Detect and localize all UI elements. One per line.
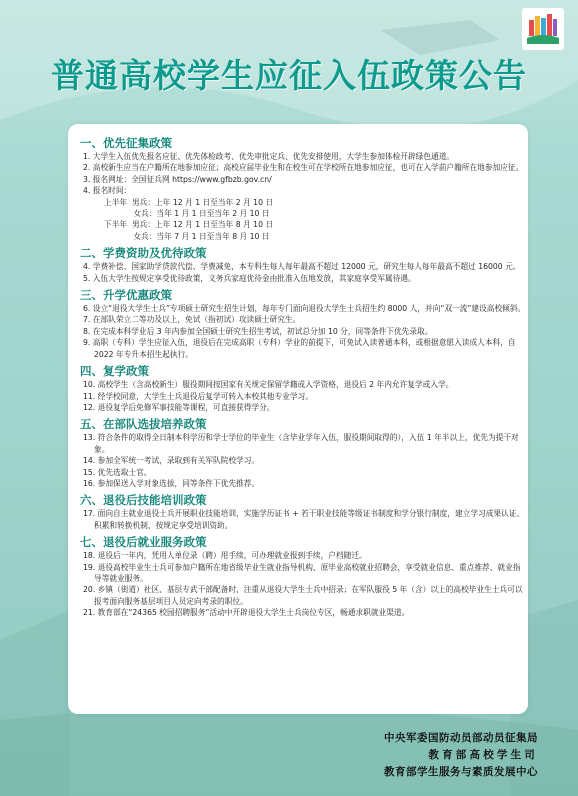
policy-item: 16. 参加保送入学对象选拔，同等条件下优先推荐。 xyxy=(83,478,260,488)
policy-item: 11. 经学校同意，大学生士兵退役后复学可转入本校其他专业学习。 xyxy=(83,391,313,401)
policy-item: 18. 退役后一年内，凭用人单位录（聘）用手续，可办理就业报到手续，户档随迁。 xyxy=(83,551,367,561)
policy-content xyxy=(80,134,526,619)
policy-item: 8. 在完成本科学业后 3 年内参加全国硕士研究生招生考试，初试总分加 10 分，同等条件下优先录取。 xyxy=(83,326,433,336)
policy-item: 21. 教育部在“24365 校园招聘服务”活动中开辟退役大学生士兵岗位专区，畅通求职就业渠道。 xyxy=(83,608,410,618)
section-heading: 三、升学优惠政策 xyxy=(80,288,172,303)
policy-item: 17. 面向自主就业退役士兵开展职业技能培训，实施学历证书 + 若干职业技能等级证书制度和学分银行制度，建立学习成果认证、积累和转换机制，按规定享受培训资助。 xyxy=(83,509,525,530)
policy-item: 5. 入伍大学生按规定享受优待政策，义务兵家庭优待金由批准入伍地发放，其家庭享受军属待遇。 xyxy=(83,273,416,283)
policy-item: 14. 参加全军统一考试，录取到有关军队院校学习。 xyxy=(83,456,260,466)
issuer-line: 中央军委国防动员部动员征集局 xyxy=(384,732,538,744)
issuer-block xyxy=(384,730,538,781)
schedule-line: 上半年 男兵：上年 12 月 1 日至当年 2 月 10 日 xyxy=(104,197,274,207)
section-heading: 六、退役后技能培训政策 xyxy=(80,493,207,508)
policy-item: 1. 大学生入伍优先报名应征、优先体检政考、优先审批定兵、优先安排使用，大学生参加体检开辟绿色通道。 xyxy=(83,152,455,161)
issuer-line: 教育部高校学生司 xyxy=(428,749,538,761)
page-title: 普通高校学生应征入伍政策公告 xyxy=(51,56,527,95)
policy-item: 12. 退役复学后免修军事技能等课程，可直接获得学分。 xyxy=(83,402,275,412)
policy-item: 9. 高职（专科）学生应征入伍，退役后在完成高职（专科）学业的前提下，可免试入读普通本科，或根据意愿入读成人本科，自 2022 年专升本招生起执行。 xyxy=(83,338,516,359)
schedule-line: 下半年 男兵：上年 12 月 1 日至当年 8 月 10 日 xyxy=(104,220,274,230)
policy-item: 10. 高校学生（含高校新生）服役期间按国家有关规定保留学籍或入学资格，退役后 2 年内允许复学或入学。 xyxy=(83,380,454,390)
policy-item: 15. 优先选取士官。 xyxy=(83,467,152,477)
section-heading: 五、在部队选拔培养政策 xyxy=(80,417,207,432)
section-heading: 一、优先征集政策 xyxy=(80,136,172,150)
policy-item: 4. 学费补偿、国家助学贷款代偿、学费减免，本专科生每人每年最高不超过 12000 元，研究生每人每年最高不超过 16000 元。 xyxy=(83,262,521,272)
section-heading: 七、退役后就业服务政策 xyxy=(80,535,207,550)
policy-item: 6. 设立“退役大学生士兵”专项硕士研究生招生计划，每年专门面向退役大学生士兵招生约 8000 人，并向“双一流”建设高校倾斜。 xyxy=(83,304,526,314)
logo-icon xyxy=(522,8,564,50)
policy-item: 3. 报名网址：全国征兵网 https://www.gfbzb.gov.cn/ xyxy=(83,174,272,184)
policy-item: 19. 退役高校毕业生士兵可参加户籍所在地省级毕业生就业指导机构、原毕业高校就业招聘会，享受就业信息、重点推荐、就业指导等就业服务。 xyxy=(83,562,521,583)
policy-item: 13. 符合条件的取得全日制本科学历和学士学位的毕业生（含毕业学年入伍，服役期间取得的），入伍 1 年半以上，优先为提干对象。 xyxy=(83,433,519,454)
schedule-line: 女兵：当年 7 月 1 日至当年 8 月 10 日 xyxy=(104,231,270,241)
section-heading: 四、复学政策 xyxy=(80,364,149,379)
policy-item: 7. 在部队荣立二等功及以上，免试（指初试）攻读硕士研究生。 xyxy=(83,315,301,325)
policy-item: 4. 报名时间： xyxy=(83,186,132,196)
issuer-line: 教育部学生服务与素质发展中心 xyxy=(384,766,538,778)
section-heading: 二、学费资助及优待政策 xyxy=(80,246,207,261)
schedule-line: 女兵：当年 1 月 1 日至当年 2 月 10 日 xyxy=(104,209,270,219)
policy-item: 20. 乡镇（街道）社区、基层专武干部配备时，注重从退役大学生士兵中招录；在军队服役 5 年（含）以上的高校毕业生士兵可以报考面向服务基层项目人员定向考录的职位。 xyxy=(83,585,523,606)
policy-item: 2. 高校新生应当在户籍所在地参加应征；高校应届毕业生和在校生可在学校所在地参加应征，也可在入学前户籍所在地参加应征。 xyxy=(83,163,524,173)
